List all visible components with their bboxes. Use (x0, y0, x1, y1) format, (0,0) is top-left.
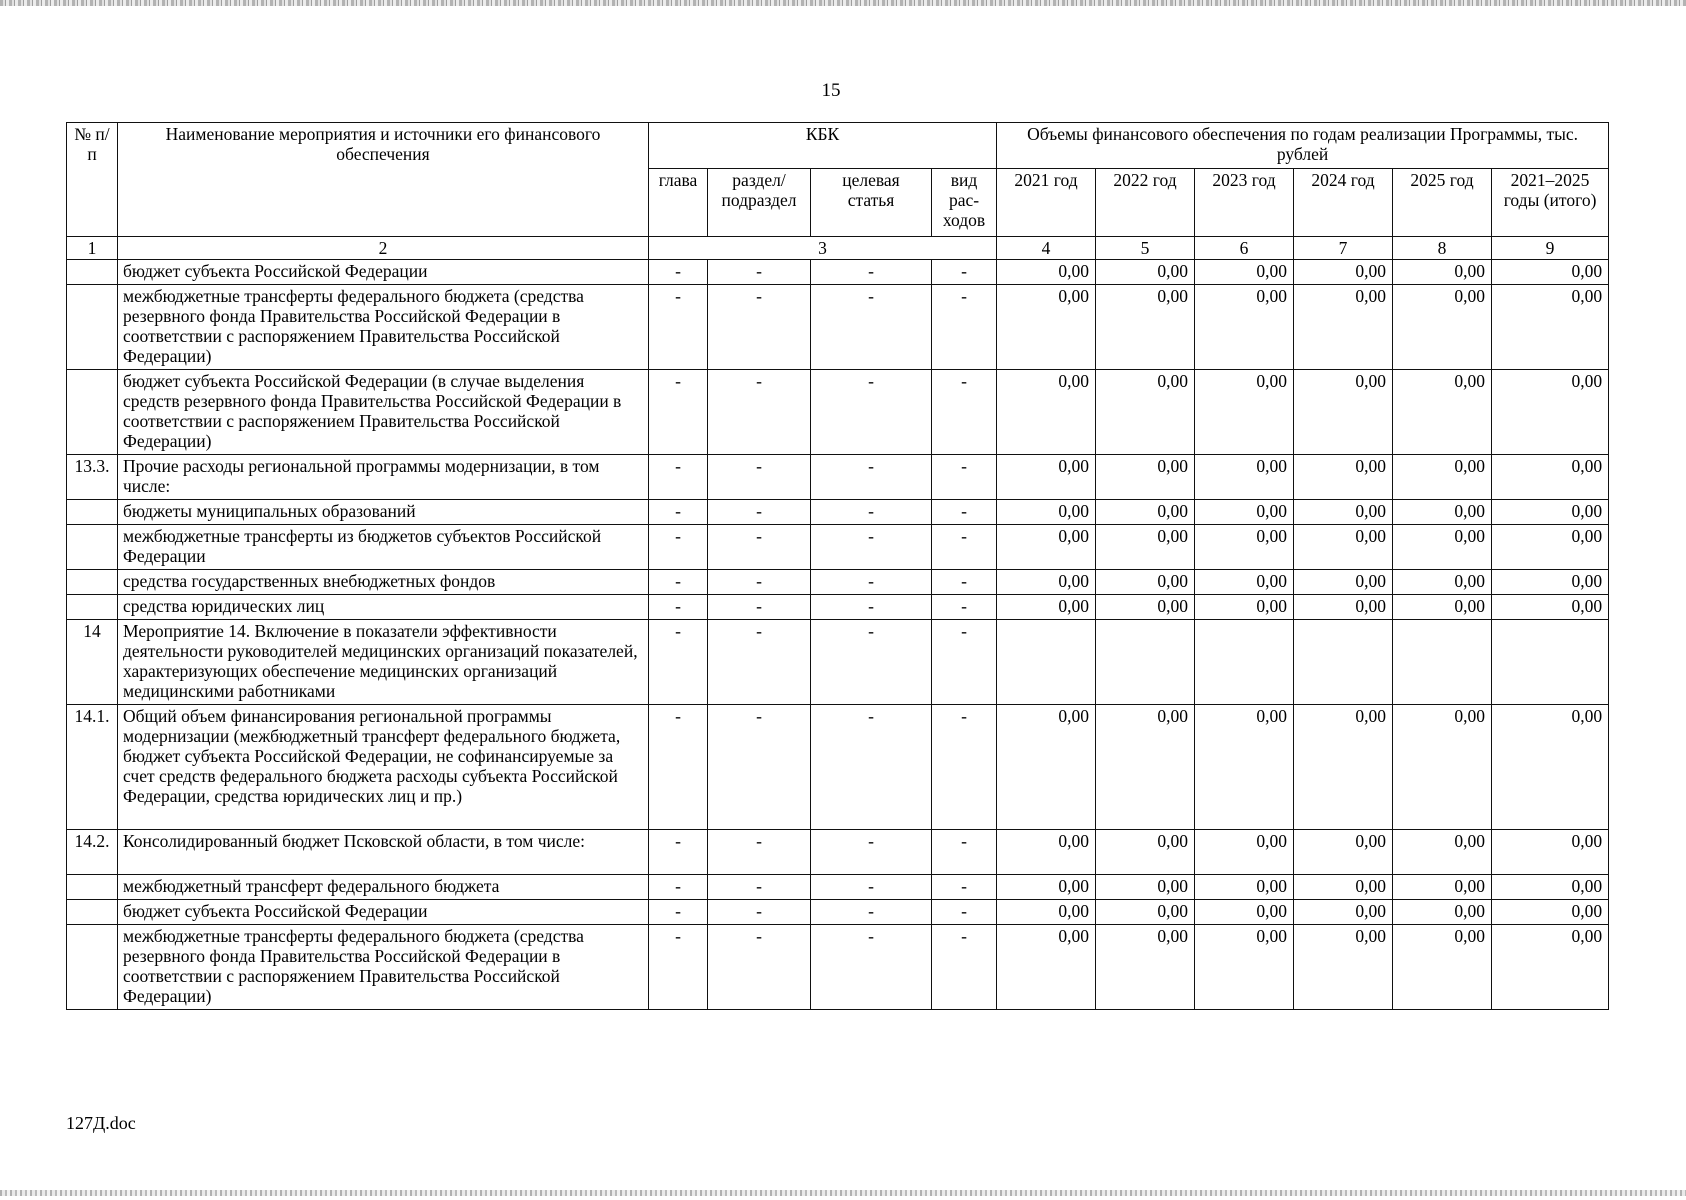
kbk-cell: - (708, 500, 811, 525)
header-kbk-section: раздел/ подраздел (708, 169, 811, 237)
column-index: 5 (1096, 237, 1195, 260)
kbk-cell: - (649, 260, 708, 285)
row-name: бюджет субъекта Российской Федерации (в случае выделения средств резервного фонда Правительства Российской Федерации в соответствии с распоряжением Правительства Российской Федерации) (118, 370, 649, 455)
value-cell: 0,00 (1393, 830, 1492, 875)
header-volumes: Объемы финансового обеспечения по годам реализации Программы, тыс. рублей (997, 123, 1609, 169)
value-cell: 0,00 (1096, 595, 1195, 620)
kbk-cell: - (649, 925, 708, 1010)
table-row (67, 500, 1609, 525)
kbk-cell: - (811, 570, 932, 595)
table-row (67, 620, 1609, 705)
value-cell: 0,00 (1096, 455, 1195, 500)
value-cell (997, 620, 1096, 705)
header-kbk: КБК (649, 123, 997, 169)
value-cell (1294, 620, 1393, 705)
header-year-2024: 2024 год (1294, 169, 1393, 237)
value-cell: 0,00 (1393, 570, 1492, 595)
value-cell: 0,00 (1393, 370, 1492, 455)
table-row (67, 285, 1609, 370)
value-cell: 0,00 (1195, 455, 1294, 500)
row-name: Консолидированный бюджет Псковской области, в том числе: (118, 830, 649, 875)
table-row (67, 925, 1609, 1010)
row-number (67, 500, 118, 525)
value-cell: 0,00 (997, 285, 1096, 370)
row-number (67, 925, 118, 1010)
value-cell: 0,00 (997, 925, 1096, 1010)
value-cell (1195, 620, 1294, 705)
value-cell (1393, 620, 1492, 705)
value-cell: 0,00 (1195, 370, 1294, 455)
value-cell: 0,00 (1096, 500, 1195, 525)
value-cell: 0,00 (1096, 525, 1195, 570)
value-cell: 0,00 (1096, 875, 1195, 900)
value-cell: 0,00 (1492, 525, 1609, 570)
value-cell: 0,00 (1294, 260, 1393, 285)
kbk-cell: - (811, 370, 932, 455)
kbk-cell: - (708, 525, 811, 570)
column-index-row (67, 237, 1609, 260)
row-number (67, 525, 118, 570)
table-header (67, 123, 1609, 260)
row-name: средства юридических лиц (118, 595, 649, 620)
kbk-cell: - (811, 285, 932, 370)
value-cell: 0,00 (1096, 705, 1195, 830)
kbk-cell: - (932, 620, 997, 705)
kbk-cell: - (811, 925, 932, 1010)
value-cell (1096, 620, 1195, 705)
value-cell: 0,00 (1492, 285, 1609, 370)
value-cell: 0,00 (1195, 595, 1294, 620)
value-cell: 0,00 (1096, 285, 1195, 370)
header-kbk-target: целевая статья (811, 169, 932, 237)
row-name: Мероприятие 14. Включение в показатели эффективности деятельности руководителей медицинских организаций показателей, характеризующих обеспечение медицинских организаций медицинскими работниками (118, 620, 649, 705)
value-cell: 0,00 (1492, 370, 1609, 455)
page-number: 15 (821, 80, 841, 101)
kbk-cell: - (811, 705, 932, 830)
value-cell: 0,00 (1294, 370, 1393, 455)
header-kbk-expense-type: вид рас- ходов (932, 169, 997, 237)
table-row (67, 370, 1609, 455)
value-cell: 0,00 (1492, 875, 1609, 900)
kbk-cell: - (932, 260, 997, 285)
value-cell: 0,00 (997, 595, 1096, 620)
value-cell: 0,00 (1492, 260, 1609, 285)
header-year-2021: 2021 год (997, 169, 1096, 237)
kbk-cell: - (708, 285, 811, 370)
row-number: 13.3. (67, 455, 118, 500)
value-cell: 0,00 (1195, 525, 1294, 570)
value-cell: 0,00 (997, 900, 1096, 925)
value-cell: 0,00 (1492, 900, 1609, 925)
kbk-cell: - (811, 500, 932, 525)
value-cell: 0,00 (1096, 900, 1195, 925)
value-cell: 0,00 (1096, 570, 1195, 595)
table-body (67, 260, 1609, 1010)
kbk-cell: - (932, 455, 997, 500)
value-cell: 0,00 (1393, 875, 1492, 900)
value-cell: 0,00 (997, 260, 1096, 285)
table-row (67, 260, 1609, 285)
kbk-cell: - (811, 830, 932, 875)
row-name: межбюджетные трансферты федерального бюджета (средства резервного фонда Правительства Российской Федерации в соответствии с распоряжением Правительства Российской Федерации) (118, 285, 649, 370)
scan-edge-bottom (0, 1190, 1686, 1196)
table-row (67, 455, 1609, 500)
value-cell: 0,00 (997, 570, 1096, 595)
column-index: 9 (1492, 237, 1609, 260)
value-cell: 0,00 (1393, 500, 1492, 525)
table-row (67, 900, 1609, 925)
row-number: 14 (67, 620, 118, 705)
value-cell: 0,00 (1492, 570, 1609, 595)
value-cell: 0,00 (1294, 595, 1393, 620)
row-name: бюджеты муниципальных образований (118, 500, 649, 525)
table-row (67, 705, 1609, 830)
row-name: межбюджетные трансферты федерального бюджета (средства резервного фонда Правительства Российской Федерации в соответствии с распоряжением Правительства Российской Федерации) (118, 925, 649, 1010)
table-row (67, 830, 1609, 875)
value-cell: 0,00 (1195, 705, 1294, 830)
kbk-cell: - (708, 830, 811, 875)
value-cell: 0,00 (1096, 260, 1195, 285)
kbk-cell: - (932, 500, 997, 525)
kbk-cell: - (932, 570, 997, 595)
value-cell: 0,00 (1195, 925, 1294, 1010)
kbk-cell: - (708, 570, 811, 595)
kbk-cell: - (932, 285, 997, 370)
value-cell: 0,00 (1294, 705, 1393, 830)
row-name: межбюджетные трансферты из бюджетов субъектов Российской Федерации (118, 525, 649, 570)
row-name: Прочие расходы региональной программы модернизации, в том числе: (118, 455, 649, 500)
kbk-cell: - (649, 455, 708, 500)
value-cell: 0,00 (997, 370, 1096, 455)
value-cell: 0,00 (1393, 525, 1492, 570)
value-cell: 0,00 (1393, 900, 1492, 925)
kbk-cell: - (811, 875, 932, 900)
table-row (67, 595, 1609, 620)
value-cell: 0,00 (1195, 570, 1294, 595)
value-cell: 0,00 (1294, 500, 1393, 525)
table-row (67, 525, 1609, 570)
value-cell: 0,00 (997, 705, 1096, 830)
header-kbk-chapter: глава (649, 169, 708, 237)
row-name: бюджет субъекта Российской Федерации (118, 260, 649, 285)
column-index: 4 (997, 237, 1096, 260)
kbk-cell: - (811, 525, 932, 570)
table-row (67, 570, 1609, 595)
header-year-2022: 2022 год (1096, 169, 1195, 237)
footer-file-name: 127Д.doc (66, 1113, 136, 1133)
kbk-cell: - (649, 620, 708, 705)
kbk-cell: - (649, 705, 708, 830)
kbk-cell: - (649, 525, 708, 570)
value-cell: 0,00 (1393, 285, 1492, 370)
kbk-cell: - (932, 830, 997, 875)
value-cell: 0,00 (1096, 830, 1195, 875)
row-number (67, 285, 118, 370)
value-cell: 0,00 (1195, 285, 1294, 370)
value-cell: 0,00 (1492, 455, 1609, 500)
kbk-cell: - (708, 705, 811, 830)
value-cell: 0,00 (997, 830, 1096, 875)
value-cell: 0,00 (997, 455, 1096, 500)
value-cell: 0,00 (1294, 525, 1393, 570)
scan-edge-top (0, 0, 1686, 6)
value-cell: 0,00 (1294, 285, 1393, 370)
row-name: Общий объем финансирования региональной программы модернизации (межбюджетный трансферт федерального бюджета, бюджет субъекта Российской Федерации, не софинансируемые за счет средств федерального бюджета расходы субъекта Российской Федерации, средства юридических лиц и пр.) (118, 705, 649, 830)
value-cell: 0,00 (1096, 370, 1195, 455)
kbk-cell: - (708, 370, 811, 455)
column-index: 6 (1195, 237, 1294, 260)
value-cell: 0,00 (1294, 900, 1393, 925)
value-cell: 0,00 (1195, 900, 1294, 925)
header-year-2023: 2023 год (1195, 169, 1294, 237)
row-name: средства государственных внебюджетных фондов (118, 570, 649, 595)
value-cell: 0,00 (1492, 705, 1609, 830)
kbk-cell: - (649, 595, 708, 620)
value-cell: 0,00 (1096, 925, 1195, 1010)
row-number (67, 875, 118, 900)
kbk-cell: - (932, 370, 997, 455)
header-year-2025: 2025 год (1393, 169, 1492, 237)
table-row (67, 875, 1609, 900)
column-index: 1 (67, 237, 118, 260)
row-number: 14.2. (67, 830, 118, 875)
kbk-cell: - (649, 830, 708, 875)
value-cell: 0,00 (1294, 875, 1393, 900)
row-name: бюджет субъекта Российской Федерации (118, 900, 649, 925)
value-cell: 0,00 (1492, 925, 1609, 1010)
kbk-cell: - (649, 500, 708, 525)
value-cell: 0,00 (997, 500, 1096, 525)
kbk-cell: - (811, 900, 932, 925)
kbk-cell: - (932, 525, 997, 570)
value-cell: 0,00 (1393, 260, 1492, 285)
kbk-cell: - (649, 900, 708, 925)
value-cell: 0,00 (1195, 875, 1294, 900)
kbk-cell: - (932, 705, 997, 830)
row-number (67, 595, 118, 620)
value-cell: 0,00 (1294, 455, 1393, 500)
value-cell (1492, 620, 1609, 705)
kbk-cell: - (649, 570, 708, 595)
row-number (67, 900, 118, 925)
kbk-cell: - (811, 260, 932, 285)
value-cell: 0,00 (997, 875, 1096, 900)
kbk-cell: - (708, 260, 811, 285)
kbk-cell: - (649, 370, 708, 455)
value-cell: 0,00 (1393, 455, 1492, 500)
kbk-cell: - (708, 595, 811, 620)
value-cell: 0,00 (1393, 595, 1492, 620)
row-number (67, 370, 118, 455)
kbk-cell: - (932, 925, 997, 1010)
kbk-cell: - (649, 285, 708, 370)
value-cell: 0,00 (1195, 830, 1294, 875)
header-year-total: 2021–2025 годы (итого) (1492, 169, 1609, 237)
value-cell: 0,00 (1195, 260, 1294, 285)
value-cell: 0,00 (1294, 925, 1393, 1010)
kbk-cell: - (932, 595, 997, 620)
row-number (67, 260, 118, 285)
kbk-cell: - (649, 875, 708, 900)
row-number (67, 570, 118, 595)
value-cell: 0,00 (997, 525, 1096, 570)
kbk-cell: - (708, 875, 811, 900)
value-cell: 0,00 (1393, 705, 1492, 830)
row-number: 14.1. (67, 705, 118, 830)
kbk-cell: - (811, 595, 932, 620)
kbk-cell: - (708, 900, 811, 925)
column-index: 7 (1294, 237, 1393, 260)
kbk-cell: - (811, 620, 932, 705)
column-index: 3 (649, 237, 997, 260)
value-cell: 0,00 (1294, 570, 1393, 595)
value-cell: 0,00 (1492, 595, 1609, 620)
value-cell: 0,00 (1294, 830, 1393, 875)
kbk-cell: - (932, 875, 997, 900)
value-cell: 0,00 (1393, 925, 1492, 1010)
value-cell: 0,00 (1492, 830, 1609, 875)
finance-table (66, 122, 1609, 1010)
row-name: межбюджетный трансферт федерального бюджета (118, 875, 649, 900)
kbk-cell: - (708, 925, 811, 1010)
kbk-cell: - (708, 455, 811, 500)
header-num: № п/п (67, 123, 118, 237)
kbk-cell: - (932, 900, 997, 925)
finance-table-wrapper (66, 122, 1608, 1010)
kbk-cell: - (708, 620, 811, 705)
header-name: Наименование мероприятия и источники его финансового обеспечения (118, 123, 649, 237)
column-index: 8 (1393, 237, 1492, 260)
value-cell: 0,00 (1492, 500, 1609, 525)
value-cell: 0,00 (1195, 500, 1294, 525)
column-index: 2 (118, 237, 649, 260)
kbk-cell: - (811, 455, 932, 500)
